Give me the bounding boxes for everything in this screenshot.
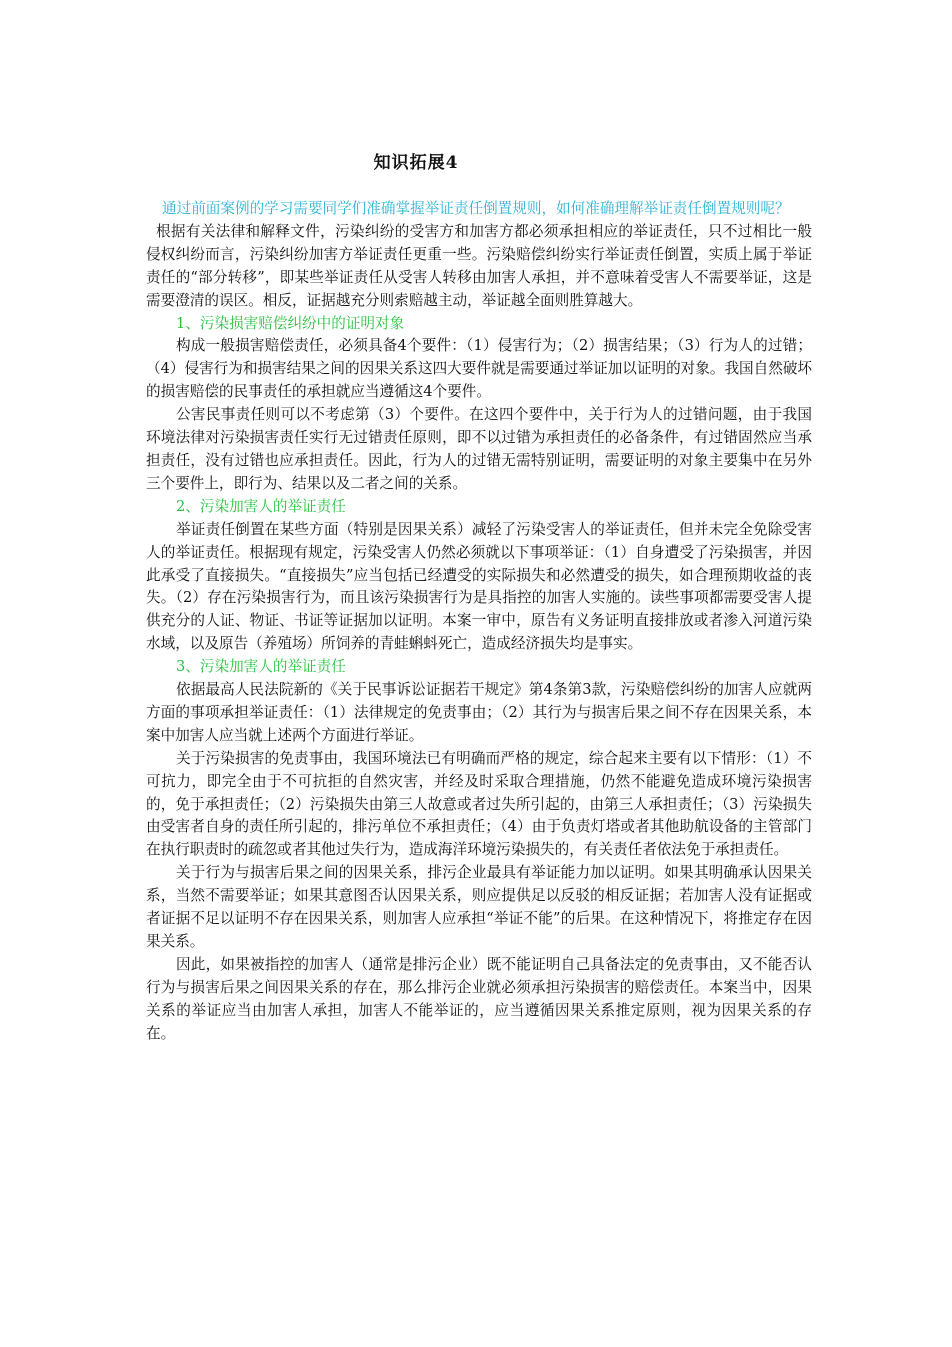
intro-paragraph: 根据有关法律和解释文件，污染纠纷的受害方和加害方都必须承担相应的举证责任，只不过相比一般侵权纠纷而言，污染纠纷加害方举证责任更重一些。污染赔偿纠纷实行举证责任倒置，实质上属于举证责任的“部分转移”，即某些举证责任从受害人转移由加害人承担，并不意味着受害人不需要举证，这是需要澄清的误区。相反，证据越充分则索赔越主动，举证越全面则胜算越大。 bbox=[146, 222, 812, 309]
section-3-paragraph-3: 关于行为与损害后果之间的因果关系，排污企业最具有举证能力加以证明。如果其明确承认因果关系，当然不需要举证；如果其意图否认因果关系，则应提供足以反驳的相反证据；若加害人没有证据或者证据不足以证明不存在因果关系，则加害人应承担“举证不能”的后果。在这种情况下，将推定存在因果关系。 bbox=[146, 864, 812, 950]
document-body bbox=[146, 198, 812, 1046]
section-heading-1: 1、污染损害赔偿纠纷中的证明对象 bbox=[176, 314, 405, 332]
section-heading-3: 3、污染加害人的举证责任 bbox=[176, 658, 346, 676]
section-1-paragraph-1: 构成一般损害赔偿责任，必须具备4个要件：（1）侵害行为；（2）损害结果；（3）行为人的过错；（4）侵害行为和损害结果之间的因果关系这四大要件就是需要通过举证加以证明的对象。我国自然破坏的损害赔偿的民事责任的承担就应当遵循这4个要件。 bbox=[146, 337, 813, 401]
section-3-paragraph-1: 依据最高人民法院新的《关于民事诉讼证据若干规定》第4条第3款，污染赔偿纠纷的加害人应就两方面的事项承担举证责任：（1）法律规定的免责事由；（2）其行为与损害后果之间不存在因果关系，本案中加害人应当就上述两个方面进行举证。 bbox=[146, 681, 812, 744]
section-heading-2: 2、污染加害人的举证责任 bbox=[176, 497, 346, 515]
section-2-paragraph-1: 举证责任倒置在某些方面（特别是因果关系）减轻了污染受害人的举证责任，但并未完全免除受害人的举证责任。根据现有规定，污染受害人仍然必须就以下事项举证：（1）自身遭受了污染损害，并因此承受了直接损失。“直接损失”应当包括已经遭受的实际损失和必然遭受的损失，如合理预期收益的丧失。（2）存在污染损害行为，而且该污染损害行为是具指控的加害人实施的。读些事项都需要受害人提供充分的人证、物证、书证等证据加以证明。本案一审中，原告有义务证明直接排放或者渗入河道污染水域，以及原告（养殖场）所饲养的青蛙蝌蚪死亡，造成经济损失均是事实。 bbox=[146, 520, 812, 653]
page-title: 知识拓展4 bbox=[373, 153, 459, 173]
section-3-paragraph-4: 因此，如果被指控的加害人（通常是排污企业）既不能证明自己具备法定的免责事由，又不能否认行为与损害后果之间因果关系的存在，那么排污企业就必须承担污染损害的赔偿责任。本案当中，因果关系的举证应当由加害人承担，加害人不能举证的，应当遵循因果关系推定原则，视为因果关系的存在。 bbox=[146, 955, 812, 1042]
intro-question: 通过前面案例的学习需要同学们准确掌握举证责任倒置规则，如何准确理解举证责任倒置规则呢？ bbox=[162, 200, 790, 217]
section-3-paragraph-2: 关于污染损害的免责事由，我国环境法已有明确而严格的规定，综合起来主要有以下情形：（1）不可抗力，即完全由于不可抗拒的自然灾害，并经及时采取合理措施，仍然不能避免造成环境污染损害的，免于承担责任；（2）污染损失由第三人故意或者过失所引起的，由第三人承担责任；（3）污染损失由受害者自身的责任所引起的，排污单位不承担责任；（4）由于负责灯塔或者其他助航设备的主管部门在执行职责时的疏忽或者其他过失行为，造成海洋环境污染损失的，有关责任者依法免于承担责任。 bbox=[146, 749, 812, 859]
section-1-paragraph-2: 公害民事责任则可以不考虑第（3）个要件。在这四个要件中，关于行为人的过错问题，由于我国环境法律对污染损害责任实行无过错责任原则，即不以过错为承担责任的必备条件，有过错固然应当承担责任，没有过错也应承担责任。因此，行为人的过错无需特别证明，需要证明的对象主要集中在另外三个要件上，即行为、结果以及二者之间的关系。 bbox=[146, 406, 812, 492]
